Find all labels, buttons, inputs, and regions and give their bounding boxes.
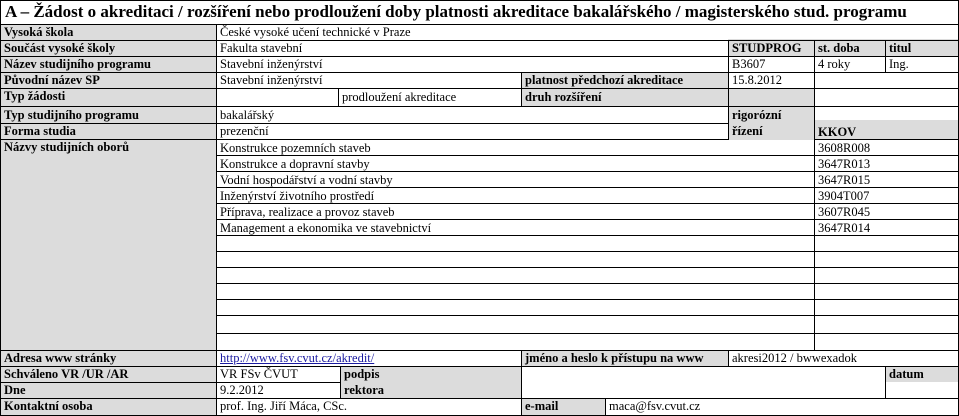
obor-name: Vodní hospodářství a vodní stavby: [220, 173, 393, 187]
label-forma-studia: Forma studia: [4, 124, 76, 138]
obor-name: Management a ekonomika ve stavebnictví: [220, 221, 432, 235]
obor-kkov: 3904T007: [818, 189, 870, 203]
value-dne: 9.2.2012: [220, 383, 264, 397]
value-studprog: B3607: [732, 57, 766, 71]
label-typ-zadosti: Typ žádosti: [4, 89, 66, 103]
value-titul: Ing.: [889, 57, 909, 71]
value-platnost: 15.8.2012: [732, 73, 782, 87]
label-st-doba: st. doba: [818, 41, 860, 55]
label-titul: titul: [889, 41, 912, 55]
label-dne: Dne: [4, 383, 26, 397]
label-adresa-www: Adresa www stránky: [4, 351, 117, 365]
label-datum: datum: [889, 367, 924, 381]
label-puvodni-nazev: Původní název SP: [4, 73, 100, 87]
value-jmeno-heslo: akresi2012 / bwwexadok: [732, 351, 857, 365]
label-studprog: STUDPROG: [732, 41, 802, 55]
value-st-doba: 4 roky: [818, 57, 851, 71]
obor-name: Inženýrství životního prostředí: [220, 189, 375, 203]
value-nazev-programu: Stavební inženýrství: [220, 57, 323, 71]
label-kkov: KKOV: [818, 125, 857, 139]
label-typ-programu: Typ studijního programu: [4, 108, 139, 122]
label-podpis: podpis: [344, 367, 380, 381]
label-rektora: rektora: [344, 383, 385, 397]
label-email: e-mail: [525, 399, 559, 413]
obor-name: Konstrukce a dopravní stavby: [220, 157, 370, 171]
value-soucast: Fakulta stavební: [220, 41, 303, 55]
label-rigorozni-2: řízení: [732, 124, 763, 138]
obor-kkov: 3647R013: [818, 157, 871, 171]
obor-name: Příprava, realizace a provoz staveb: [220, 205, 395, 219]
label-nazvy-oboru: Názvy studijních oborů: [4, 140, 130, 154]
value-puvodni-nazev: Stavební inženýrství: [220, 73, 323, 87]
www-link-text[interactable]: http://www.fsv.cvut.cz/akredit/: [220, 351, 375, 365]
value-schvaleno: VR FSv ČVUT: [220, 367, 298, 381]
value-email[interactable]: maca@fsv.cvut.cz: [609, 399, 701, 413]
value-typ-programu: bakalářský: [220, 108, 275, 122]
label-druh-rozsireni: druh rozšíření: [525, 90, 602, 104]
form-title: A – Žádost o akreditaci / rozšíření nebo prodloužení doby platnosti akreditace bakalářského / magisterského stud. programu: [5, 2, 907, 21]
obor-kkov: 3607R045: [818, 205, 871, 219]
label-platnost: platnost předchozí akreditace: [525, 73, 684, 87]
label-jmeno-heslo: jméno a heslo k přístupu na www: [525, 351, 704, 365]
value-vysoka-skola: České vysoké učení technické v Praze: [220, 25, 411, 39]
obor-name: Konstrukce pozemních staveb: [220, 141, 371, 155]
value-kontaktni: prof. Ing. Jiří Máca, CSc.: [220, 399, 348, 413]
obor-kkov: 3647R015: [818, 173, 871, 187]
value-typ-zadosti: prodloužení akreditace: [342, 90, 457, 104]
label-vysoka-skola: Vysoká škola: [4, 25, 74, 39]
obor-kkov: 3608R008: [818, 141, 871, 155]
label-schvaleno: Schváleno VR /UR /AR: [4, 367, 129, 381]
label-nazev-programu: Název studijního programu: [4, 57, 152, 71]
label-soucast: Součást vysoké školy: [4, 41, 116, 55]
label-rigorozni-1: rigorózní: [732, 108, 782, 122]
obor-kkov: 3647R014: [818, 221, 871, 235]
label-kontaktni: Kontaktní osoba: [4, 399, 93, 413]
value-forma-studia: prezenční: [220, 124, 269, 138]
www-link[interactable]: [216, 350, 521, 366]
